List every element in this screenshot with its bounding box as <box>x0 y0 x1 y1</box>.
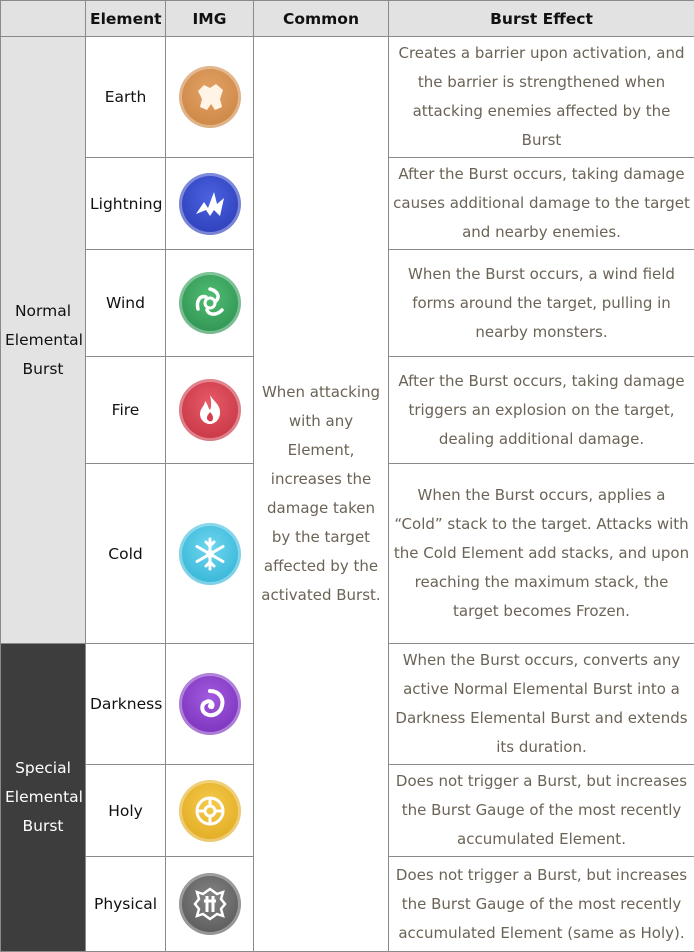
burst-effect: Does not trigger a Burst, but increases the Burst Gauge of the most recently accumulated Element. <box>389 765 694 857</box>
common-effect: When attacking with any Element, increases the damage taken by the target affected by the activated Burst. <box>254 37 389 952</box>
element-image <box>166 357 254 464</box>
header-common: Common <box>254 1 389 37</box>
element-name: Cold <box>86 464 166 644</box>
earth-icon <box>179 66 241 128</box>
element-name: Darkness <box>86 644 166 765</box>
group-normal-elemental-burst: Normal Elemental Burst <box>1 37 86 644</box>
burst-effect: After the Burst occurs, taking damage causes additional damage to the target and nearby enemies. <box>389 158 694 250</box>
darkness-icon <box>179 673 241 735</box>
burst-effect: When the Burst occurs, converts any active Normal Elemental Burst into a Darkness Elemental Burst and extends its duration. <box>389 644 694 765</box>
header-group <box>1 1 86 37</box>
element-image <box>166 158 254 250</box>
holy-icon <box>179 780 241 842</box>
snowflake-icon <box>179 523 241 585</box>
element-name: Wind <box>86 250 166 357</box>
burst-effect: Creates a barrier upon activation, and the barrier is strengthened when attacking enemies affected by the Burst <box>389 37 694 158</box>
header-row <box>1 1 694 37</box>
element-image <box>166 464 254 644</box>
element-name: Physical <box>86 857 166 952</box>
table-row <box>1 37 694 158</box>
element-name: Fire <box>86 357 166 464</box>
element-image <box>166 644 254 765</box>
element-name: Lightning <box>86 158 166 250</box>
burst-effect: When the Burst occurs, applies a “Cold” stack to the target. Attacks with the Cold Element add stacks, and upon reaching the maximum stack, the target becomes Frozen. <box>389 464 694 644</box>
element-name: Earth <box>86 37 166 158</box>
element-image <box>166 37 254 158</box>
burst-effect: Does not trigger a Burst, but increases the Burst Gauge of the most recently accumulated Element (same as Holy). <box>389 857 694 952</box>
burst-effect: After the Burst occurs, taking damage triggers an explosion on the target, dealing additional damage. <box>389 357 694 464</box>
fire-icon <box>179 379 241 441</box>
element-image <box>166 765 254 857</box>
group-special-elemental-burst: Special Elemental Burst <box>1 644 86 952</box>
element-name: Holy <box>86 765 166 857</box>
header-element: Element <box>86 1 166 37</box>
burst-effect: When the Burst occurs, a wind field forms around the target, pulling in nearby monsters. <box>389 250 694 357</box>
wind-icon <box>179 272 241 334</box>
physical-icon <box>179 873 241 935</box>
element-image <box>166 250 254 357</box>
element-image <box>166 857 254 952</box>
header-img: IMG <box>166 1 254 37</box>
header-burst-effect: Burst Effect <box>389 1 694 37</box>
lightning-icon <box>179 173 241 235</box>
